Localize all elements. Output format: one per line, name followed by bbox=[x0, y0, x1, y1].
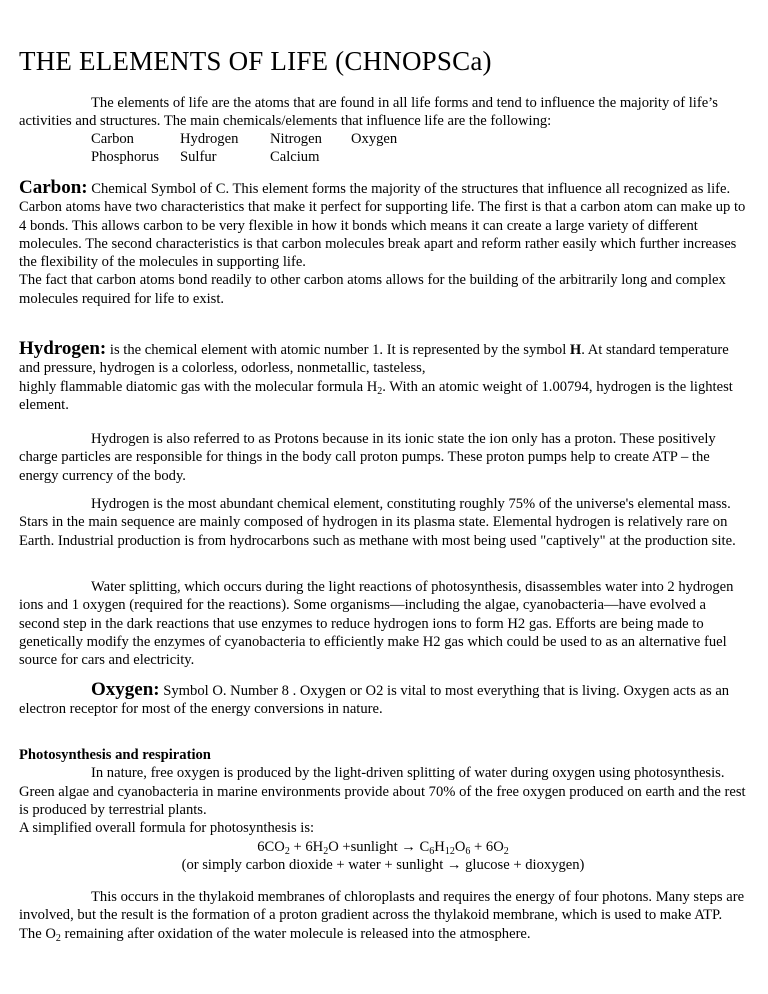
element-hydrogen: Hydrogen bbox=[180, 131, 239, 147]
hydrogen-protons-paragraph: Hydrogen is also referred to as Protons because in its ionic state the ion only has a proton. These positively charge particles are responsible for things in the body call proton pumps. These proton pumps help to create ATP – the energy currency of the body. bbox=[19, 431, 716, 484]
element-calcium: Calcium bbox=[270, 149, 320, 165]
carbon-text: Chemical Symbol of C. This element forms the majority of the structures that influence all recognized as life. Carbon atoms have two characteristics that make it perfect for supporting life. The first is that a carbon atom can make up to 4 bonds. This allows carbon to be very flexible in how it bonds which means it can create a large variety of different molecules. The second characteristics is that carbon molecules break apart and reform rather easily which further increases the flexibility of the molecules in supporting life. bbox=[19, 181, 746, 271]
photosynthesis-section: Photosynthesis and respiration In nature, free oxygen is produced by the light-driven splitting of water during oxygen using photosynthesis. Green algae and cyanobacteria in marine environments provide about 70% of the free oxygen produced on earth and the rest is produced by terrestrial plants. A simplified overall formula for photosynthesis is: bbox=[19, 747, 746, 837]
thylakoid-paragraph: This occurs in the thylakoid membranes of chloroplasts and requires the energy of four photons. Many steps are involved, but the result is the formation of a proton gradient across the thylakoid membrane, which is used to make ATP. The $O_2$ remaining after oxidation of the water molecule is released into the atmosphere. bbox=[19, 889, 745, 944]
hydrogen-abundance-paragraph: Hydrogen is the most abundant chemical element, constituting roughly 75% of the universe's elemental mass. Stars in the main sequence are mainly composed of hydrogen in its plasma state. Elemental hydrogen is relatively rare on Earth. Industrial production is from hydrocarbons such as methane with most being used "captively" at the production site. bbox=[19, 496, 736, 549]
oxygen-heading: Oxygen: bbox=[91, 679, 160, 700]
carbon-text-2: The fact that carbon atoms bond readily to other carbon atoms allows for the building of the arbitrarily long and complex molecules required for life to exist. bbox=[19, 272, 726, 307]
element-sulfur: Sulfur bbox=[180, 149, 217, 165]
hydrogen-water-splitting-paragraph: Water splitting, which occurs during the light reactions of photosynthesis, disassembles water into 2 hydrogen ions and 1 oxygen (required for the reactions). Some organisms—including the algae, cyanobacteria—have evolved a second step in the dark reactions that use enzymes to reduce hydrogen ions to form H2 gas. Efforts are being made to genetically modify the enzymes of cyanobacteria to efficiently make H2 gas which could be used to as an alternative fuel source for cars and electricity. bbox=[19, 579, 734, 669]
element-oxygen: Oxygen bbox=[351, 131, 398, 147]
intro-paragraph: The elements of life are the atoms that are found in all life forms and tend to influence the majority of life’s activities and structures. The main chemicals/elements that influence life are the following: bbox=[19, 95, 718, 130]
hydrogen-symbol: H bbox=[569, 342, 582, 358]
hydrogen-heading: Hydrogen: bbox=[19, 338, 107, 359]
element-nitrogen: Nitrogen bbox=[270, 131, 322, 147]
element-phosphorus: Phosphorus bbox=[91, 149, 160, 165]
photosynthesis-subheading: Photosynthesis and respiration bbox=[19, 747, 211, 763]
page-title: THE ELEMENTS OF LIFE (CHNOPSCa) bbox=[19, 46, 492, 76]
hydrogen-section: Hydrogen: is the chemical element with atomic number 1. It is represented by the symbol H. At standard temperature and pressure, hydrogen is a colorless, odorless, nonmetallic, tasteless, highly flammable diatomic gas with the molecular formula $H_2$. With an atomic weight of 1.00794, hydrogen is the lightest element. bbox=[19, 338, 733, 413]
carbon-heading: Carbon: bbox=[19, 177, 88, 198]
element-carbon: Carbon bbox=[91, 131, 134, 147]
photosynthesis-equation: $6CO_2 + 6H_2O$ +sunlight → $C_6H_{12}O_6 + 6O_2$ (or simply carbon dioxide + water + sunlight → glucose + dioxygen) bbox=[181, 839, 585, 874]
equation-plain-words: (or simply carbon dioxide + water + sunlight → glucose + dioxygen) bbox=[181, 857, 585, 874]
carbon-section bbox=[19, 179, 747, 308]
oxygen-section: Oxygen: Symbol O. Number 8 . Oxygen or O2 is vital to most everything that is living. Oxygen acts as an electron receptor for most of the energy conversions in nature. bbox=[19, 679, 730, 718]
